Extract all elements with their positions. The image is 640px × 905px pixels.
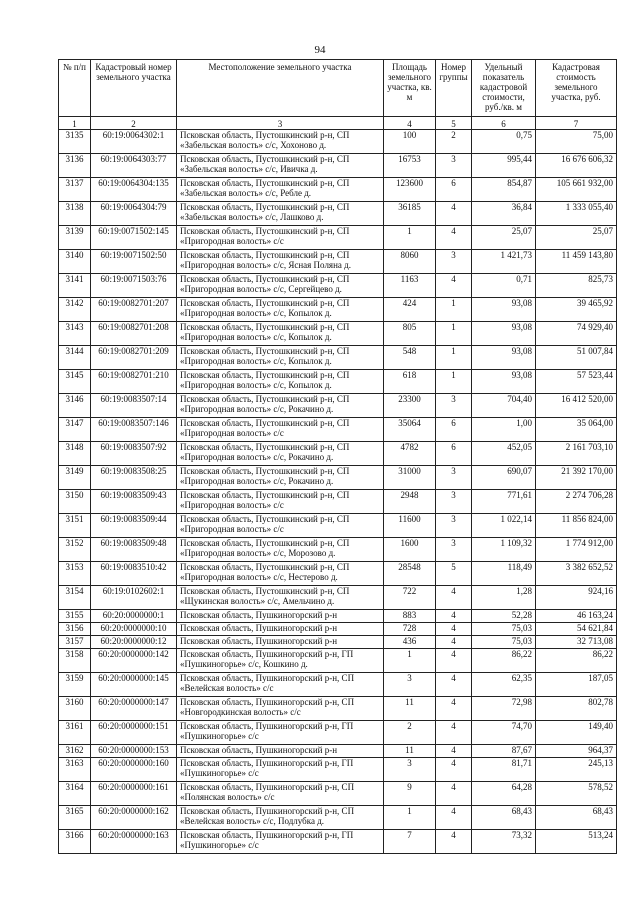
group-cell: 4 — [436, 830, 472, 854]
cadastral-cost-cell: 187,05 — [536, 673, 617, 697]
location-cell: Псковская область, Пушкиногорский р-н — [177, 636, 384, 649]
location-cell: Псковская область, Пустошкинский р-н, СП «Щукинская волость» с/с, Амельчино д. — [177, 586, 384, 610]
column-index: 5 — [436, 117, 472, 130]
header-row-number: № п/п — [59, 60, 91, 117]
column-index: 2 — [91, 117, 177, 130]
table-row — [59, 490, 617, 514]
location-cell: Псковская область, Пустошкинский р-н, СП «Пригородная волость» с/с, Рокачино д. — [177, 466, 384, 490]
cadastral-cost-cell: 35 064,00 — [536, 418, 617, 442]
row-number-cell: 3152 — [59, 538, 91, 562]
cadastral-cost-cell: 964,37 — [536, 745, 617, 758]
table-row — [59, 636, 617, 649]
table-row — [59, 514, 617, 538]
group-cell: 3 — [436, 250, 472, 274]
cadastral-number-cell: 60:19:0082701:209 — [91, 346, 177, 370]
location-cell: Псковская область, Пушкиногорский р-н, СП «Новгородкинская волость» с/с — [177, 697, 384, 721]
cadastral-number-cell: 60:19:0071502:50 — [91, 250, 177, 274]
unit-rate-cell: 75,03 — [472, 636, 536, 649]
row-number-cell: 3155 — [59, 610, 91, 623]
row-number-cell: 3150 — [59, 490, 91, 514]
table-row — [59, 370, 617, 394]
table-row — [59, 442, 617, 466]
unit-rate-cell: 118,49 — [472, 562, 536, 586]
table-row — [59, 202, 617, 226]
area-cell: 31000 — [384, 466, 436, 490]
cadastral-cost-cell: 11 459 143,80 — [536, 250, 617, 274]
table-row — [59, 610, 617, 623]
row-number-cell: 3153 — [59, 562, 91, 586]
group-cell: 1 — [436, 370, 472, 394]
cadastral-number-cell: 60:19:0064304:79 — [91, 202, 177, 226]
row-number-cell: 3135 — [59, 130, 91, 154]
unit-rate-cell: 25,07 — [472, 226, 536, 250]
location-cell: Псковская область, Пустошкинский р-н, СП «Пригородная волость» с/с, Сергейцево д. — [177, 274, 384, 298]
area-cell: 1600 — [384, 538, 436, 562]
row-number-cell: 3137 — [59, 178, 91, 202]
location-cell: Псковская область, Пустошкинский р-н, СП «Пригородная волость» с/с, Копылок д. — [177, 370, 384, 394]
row-number-cell: 3166 — [59, 830, 91, 854]
unit-rate-cell: 1,00 — [472, 418, 536, 442]
group-cell: 1 — [436, 322, 472, 346]
unit-rate-cell: 87,67 — [472, 745, 536, 758]
group-cell: 3 — [436, 466, 472, 490]
table-row — [59, 178, 617, 202]
group-cell: 6 — [436, 442, 472, 466]
cadastral-number-cell: 60:19:0083508:25 — [91, 466, 177, 490]
unit-rate-cell: 52,28 — [472, 610, 536, 623]
unit-rate-cell: 704,40 — [472, 394, 536, 418]
column-index: 4 — [384, 117, 436, 130]
table-row — [59, 322, 617, 346]
row-number-cell: 3163 — [59, 758, 91, 782]
cadastral-number-cell: 60:19:0082701:210 — [91, 370, 177, 394]
cadastral-cost-cell: 513,24 — [536, 830, 617, 854]
group-cell: 4 — [436, 623, 472, 636]
header-cadastral-cost: Кадастровая стоимость земельного участка, руб. — [536, 60, 617, 117]
unit-rate-cell: 74,70 — [472, 721, 536, 745]
cadastral-cost-cell: 54 621,84 — [536, 623, 617, 636]
unit-rate-cell: 62,35 — [472, 673, 536, 697]
cadastral-cost-cell: 68,43 — [536, 806, 617, 830]
cadastral-number-cell: 60:19:0083507:146 — [91, 418, 177, 442]
table-row — [59, 586, 617, 610]
area-cell: 728 — [384, 623, 436, 636]
location-cell: Псковская область, Пустошкинский р-н, СП «Пригородная волость» с/с, Ясная Поляна д. — [177, 250, 384, 274]
cadastral-cost-cell: 578,52 — [536, 782, 617, 806]
group-cell: 1 — [436, 346, 472, 370]
area-cell: 35064 — [384, 418, 436, 442]
row-number-cell: 3160 — [59, 697, 91, 721]
area-cell: 618 — [384, 370, 436, 394]
row-number-cell: 3147 — [59, 418, 91, 442]
area-cell: 7 — [384, 830, 436, 854]
table-row — [59, 346, 617, 370]
row-number-cell: 3141 — [59, 274, 91, 298]
unit-rate-cell: 854,87 — [472, 178, 536, 202]
location-cell: Псковская область, Пушкиногорский р-н, ГП «Пушкиногорье» с/с — [177, 721, 384, 745]
location-cell: Псковская область, Пушкиногорский р-н, СП «Велейская волость» с/с, Подлубка д. — [177, 806, 384, 830]
unit-rate-cell: 64,28 — [472, 782, 536, 806]
table-body — [59, 130, 617, 854]
column-index: 3 — [177, 117, 384, 130]
group-cell: 4 — [436, 721, 472, 745]
area-cell: 1163 — [384, 274, 436, 298]
cadastral-number-cell: 60:20:0000000:145 — [91, 673, 177, 697]
cadastral-number-cell: 60:19:0083510:42 — [91, 562, 177, 586]
header-cadastral-number: Кадастровый номер земельного участка — [91, 60, 177, 117]
group-cell: 3 — [436, 154, 472, 178]
area-cell: 436 — [384, 636, 436, 649]
location-cell: Псковская область, Пушкиногорский р-н — [177, 623, 384, 636]
table-row — [59, 649, 617, 673]
group-cell: 3 — [436, 394, 472, 418]
row-number-cell: 3142 — [59, 298, 91, 322]
table-row — [59, 154, 617, 178]
row-number-cell: 3156 — [59, 623, 91, 636]
unit-rate-cell: 73,32 — [472, 830, 536, 854]
area-cell: 548 — [384, 346, 436, 370]
cadastral-number-cell: 60:19:0083509:43 — [91, 490, 177, 514]
cadastral-number-cell: 60:19:0082701:207 — [91, 298, 177, 322]
location-cell: Псковская область, Пушкиногорский р-н — [177, 745, 384, 758]
cadastral-cost-cell: 46 163,24 — [536, 610, 617, 623]
table-row — [59, 418, 617, 442]
unit-rate-cell: 0,71 — [472, 274, 536, 298]
location-cell: Псковская область, Пустошкинский р-н, СП «Пригородная волость» с/с, Морозово д. — [177, 538, 384, 562]
cadastral-number-cell: 60:19:0071503:76 — [91, 274, 177, 298]
cadastral-cost-cell: 245,13 — [536, 758, 617, 782]
cadastral-number-cell: 60:20:0000000:151 — [91, 721, 177, 745]
area-cell: 8060 — [384, 250, 436, 274]
cadastral-cost-cell: 105 661 932,00 — [536, 178, 617, 202]
table-row — [59, 745, 617, 758]
group-cell: 5 — [436, 562, 472, 586]
unit-rate-cell: 690,07 — [472, 466, 536, 490]
cadastral-cost-cell: 2 161 703,10 — [536, 442, 617, 466]
table-row — [59, 466, 617, 490]
group-cell: 4 — [436, 697, 472, 721]
area-cell: 23300 — [384, 394, 436, 418]
group-cell: 1 — [436, 298, 472, 322]
cadastral-cost-cell: 21 392 170,00 — [536, 466, 617, 490]
cadastral-cost-cell: 16 676 606,32 — [536, 154, 617, 178]
table-header-row — [59, 60, 617, 117]
group-cell: 4 — [436, 673, 472, 697]
group-cell: 4 — [436, 782, 472, 806]
row-number-cell: 3164 — [59, 782, 91, 806]
cadastral-cost-cell: 1 774 912,00 — [536, 538, 617, 562]
group-cell: 4 — [436, 745, 472, 758]
area-cell: 100 — [384, 130, 436, 154]
cadastral-cost-cell: 1 333 055,40 — [536, 202, 617, 226]
group-cell: 3 — [436, 514, 472, 538]
group-cell: 3 — [436, 490, 472, 514]
location-cell: Псковская область, Пустошкинский р-н, СП «Забельская волость» с/с, Ребле д. — [177, 178, 384, 202]
cadastral-cost-cell: 924,16 — [536, 586, 617, 610]
group-cell: 4 — [436, 226, 472, 250]
row-number-cell: 3149 — [59, 466, 91, 490]
header-location: Местоположение земельного участка — [177, 60, 384, 117]
unit-rate-cell: 1 109,32 — [472, 538, 536, 562]
row-number-cell: 3138 — [59, 202, 91, 226]
location-cell: Псковская область, Пушкиногорский р-н — [177, 610, 384, 623]
area-cell: 123600 — [384, 178, 436, 202]
location-cell: Псковская область, Пустошкинский р-н, СП «Пригородная волость» с/с — [177, 226, 384, 250]
cadastral-number-cell: 60:20:0000000:163 — [91, 830, 177, 854]
area-cell: 2948 — [384, 490, 436, 514]
cadastral-number-cell: 60:19:0064304:135 — [91, 178, 177, 202]
cadastral-number-cell: 60:19:0083509:44 — [91, 514, 177, 538]
row-number-cell: 3165 — [59, 806, 91, 830]
row-number-cell: 3146 — [59, 394, 91, 418]
row-number-cell: 3140 — [59, 250, 91, 274]
area-cell: 36185 — [384, 202, 436, 226]
table-row — [59, 562, 617, 586]
area-cell: 4782 — [384, 442, 436, 466]
table-row — [59, 394, 617, 418]
location-cell: Псковская область, Пустошкинский р-н, СП «Пригородная волость» с/с, Копылок д. — [177, 298, 384, 322]
area-cell: 11 — [384, 745, 436, 758]
group-cell: 4 — [436, 586, 472, 610]
area-cell: 424 — [384, 298, 436, 322]
unit-rate-cell: 1 022,14 — [472, 514, 536, 538]
row-number-cell: 3154 — [59, 586, 91, 610]
group-cell: 4 — [436, 758, 472, 782]
area-cell: 1 — [384, 806, 436, 830]
cadastral-number-cell: 60:19:0083507:92 — [91, 442, 177, 466]
group-cell: 4 — [436, 806, 472, 830]
cadastral-cost-cell: 57 523,44 — [536, 370, 617, 394]
unit-rate-cell: 93,08 — [472, 298, 536, 322]
cadastral-number-cell: 60:20:0000000:12 — [91, 636, 177, 649]
row-number-cell: 3158 — [59, 649, 91, 673]
area-cell: 805 — [384, 322, 436, 346]
cadastral-cost-cell: 3 382 652,52 — [536, 562, 617, 586]
table-row — [59, 830, 617, 854]
table-row — [59, 298, 617, 322]
unit-rate-cell: 1,28 — [472, 586, 536, 610]
row-number-cell: 3144 — [59, 346, 91, 370]
location-cell: Псковская область, Пустошкинский р-н, СП «Пригородная волость» с/с, Рокачино д. — [177, 394, 384, 418]
table-row — [59, 758, 617, 782]
unit-rate-cell: 1 421,73 — [472, 250, 536, 274]
cadastral-number-cell: 60:20:0000000:160 — [91, 758, 177, 782]
cadastral-number-cell: 60:19:0102602:1 — [91, 586, 177, 610]
unit-rate-cell: 93,08 — [472, 322, 536, 346]
row-number-cell: 3151 — [59, 514, 91, 538]
unit-rate-cell: 86,22 — [472, 649, 536, 673]
cadastral-number-cell: 60:19:0064302:1 — [91, 130, 177, 154]
cadastral-cost-cell: 51 007,84 — [536, 346, 617, 370]
cadastral-cost-cell: 39 465,92 — [536, 298, 617, 322]
cadastral-number-cell: 60:20:0000000:162 — [91, 806, 177, 830]
unit-rate-cell: 68,43 — [472, 806, 536, 830]
row-number-cell: 3157 — [59, 636, 91, 649]
cadastral-number-cell: 60:20:0000000:153 — [91, 745, 177, 758]
header-group: Номер группы — [436, 60, 472, 117]
row-number-cell: 3161 — [59, 721, 91, 745]
unit-rate-cell: 771,61 — [472, 490, 536, 514]
unit-rate-cell: 36,84 — [472, 202, 536, 226]
area-cell: 3 — [384, 758, 436, 782]
table-row — [59, 226, 617, 250]
group-cell: 6 — [436, 178, 472, 202]
table-row — [59, 782, 617, 806]
area-cell: 11 — [384, 697, 436, 721]
cadastral-value-table — [58, 59, 617, 854]
row-number-cell: 3148 — [59, 442, 91, 466]
table-row — [59, 538, 617, 562]
cadastral-cost-cell: 11 856 824,00 — [536, 514, 617, 538]
cadastral-number-cell: 60:19:0071502:145 — [91, 226, 177, 250]
location-cell: Псковская область, Пустошкинский р-н, СП «Пригородная волость» с/с, Копылок д. — [177, 322, 384, 346]
location-cell: Псковская область, Пустошкинский р-н, СП «Пригородная волость» с/с, Рокачино д. — [177, 442, 384, 466]
cadastral-cost-cell: 149,40 — [536, 721, 617, 745]
cadastral-number-cell: 60:19:0082701:208 — [91, 322, 177, 346]
page-number: 94 — [314, 44, 326, 56]
group-cell: 4 — [436, 610, 472, 623]
group-cell: 4 — [436, 202, 472, 226]
cadastral-cost-cell: 2 274 706,28 — [536, 490, 617, 514]
unit-rate-cell: 0,75 — [472, 130, 536, 154]
row-number-cell: 3162 — [59, 745, 91, 758]
table-row — [59, 130, 617, 154]
location-cell: Псковская область, Пустошкинский р-н, СП «Пригородная волость» с/с — [177, 514, 384, 538]
area-cell: 722 — [384, 586, 436, 610]
location-cell: Псковская область, Пустошкинский р-н, СП «Пригородная волость» с/с, Нестерово д. — [177, 562, 384, 586]
area-cell: 1 — [384, 649, 436, 673]
column-index: 7 — [536, 117, 617, 130]
unit-rate-cell: 93,08 — [472, 370, 536, 394]
area-cell: 2 — [384, 721, 436, 745]
unit-rate-cell: 93,08 — [472, 346, 536, 370]
header-unit-rate: Удельный показатель кадастровой стоимости, руб./кв. м — [472, 60, 536, 117]
location-cell: Псковская область, Пустошкинский р-н, СП «Пригородная волость» с/с, Копылок д. — [177, 346, 384, 370]
row-number-cell: 3145 — [59, 370, 91, 394]
location-cell: Псковская область, Пушкиногорский р-н, ГП «Пушкиногорье» с/с — [177, 830, 384, 854]
cadastral-number-cell: 60:19:0064303:77 — [91, 154, 177, 178]
location-cell: Псковская область, Пустошкинский р-н, СП «Забельская волость» с/с, Лашково д. — [177, 202, 384, 226]
column-index-row — [59, 117, 617, 130]
location-cell: Псковская область, Пушкиногорский р-н, ГП «Пушкиногорье» с/с — [177, 758, 384, 782]
table-row — [59, 673, 617, 697]
cadastral-number-cell: 60:19:0083509:48 — [91, 538, 177, 562]
cadastral-cost-cell: 32 713,08 — [536, 636, 617, 649]
location-cell: Псковская область, Пустошкинский р-н, СП «Забельская волость» с/с, Хохоново д. — [177, 130, 384, 154]
cadastral-number-cell: 60:20:0000000:142 — [91, 649, 177, 673]
cadastral-cost-cell: 16 412 520,00 — [536, 394, 617, 418]
column-index: 1 — [59, 117, 91, 130]
location-cell: Псковская область, Пушкиногорский р-н, СП «Полянская волость» с/с — [177, 782, 384, 806]
unit-rate-cell: 75,03 — [472, 623, 536, 636]
row-number-cell: 3143 — [59, 322, 91, 346]
cadastral-number-cell: 60:20:0000000:161 — [91, 782, 177, 806]
cadastral-number-cell: 60:20:0000000:1 — [91, 610, 177, 623]
table-row — [59, 274, 617, 298]
group-cell: 2 — [436, 130, 472, 154]
area-cell: 3 — [384, 673, 436, 697]
location-cell: Псковская область, Пушкиногорский р-н, СП «Велейская волость» с/с — [177, 673, 384, 697]
cadastral-cost-cell: 25,07 — [536, 226, 617, 250]
unit-rate-cell: 72,98 — [472, 697, 536, 721]
table-row — [59, 806, 617, 830]
group-cell: 4 — [436, 274, 472, 298]
header-area: Площадь земельного участка, кв. м — [384, 60, 436, 117]
cadastral-cost-cell: 86,22 — [536, 649, 617, 673]
area-cell: 11600 — [384, 514, 436, 538]
cadastral-number-cell: 60:19:0083507:14 — [91, 394, 177, 418]
group-cell: 3 — [436, 538, 472, 562]
group-cell: 4 — [436, 636, 472, 649]
group-cell: 6 — [436, 418, 472, 442]
table-row — [59, 250, 617, 274]
unit-rate-cell: 81,71 — [472, 758, 536, 782]
table-row — [59, 721, 617, 745]
unit-rate-cell: 995,44 — [472, 154, 536, 178]
table-row — [59, 623, 617, 636]
area-cell: 883 — [384, 610, 436, 623]
column-index: 6 — [472, 117, 536, 130]
area-cell: 16753 — [384, 154, 436, 178]
location-cell: Псковская область, Пушкиногорский р-н, ГП «Пушкиногорье» с/с, Кошкино д. — [177, 649, 384, 673]
row-number-cell: 3159 — [59, 673, 91, 697]
row-number-cell: 3136 — [59, 154, 91, 178]
row-number-cell: 3139 — [59, 226, 91, 250]
unit-rate-cell: 452,05 — [472, 442, 536, 466]
group-cell: 4 — [436, 649, 472, 673]
location-cell: Псковская область, Пустошкинский р-н, СП «Забельская волость» с/с, Ивичка д. — [177, 154, 384, 178]
cadastral-number-cell: 60:20:0000000:10 — [91, 623, 177, 636]
cadastral-number-cell: 60:20:0000000:147 — [91, 697, 177, 721]
cadastral-cost-cell: 75,00 — [536, 130, 617, 154]
cadastral-cost-cell: 802,78 — [536, 697, 617, 721]
cadastral-cost-cell: 74 929,40 — [536, 322, 617, 346]
table-row — [59, 697, 617, 721]
area-cell: 28548 — [384, 562, 436, 586]
area-cell: 1 — [384, 226, 436, 250]
cadastral-cost-cell: 825,73 — [536, 274, 617, 298]
location-cell: Псковская область, Пустошкинский р-н, СП «Пригородная волость» с/с — [177, 490, 384, 514]
area-cell: 9 — [384, 782, 436, 806]
location-cell: Псковская область, Пустошкинский р-н, СП «Пригородная волость» с/с — [177, 418, 384, 442]
